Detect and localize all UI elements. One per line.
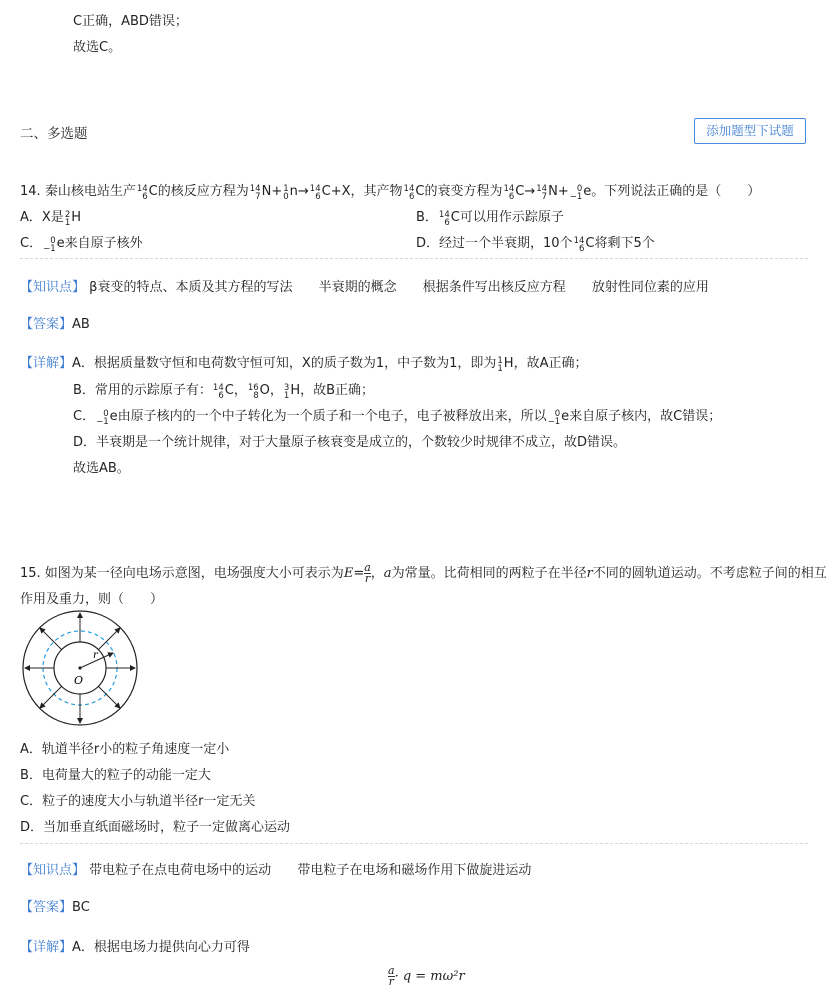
q14-detail-b: B．常用的示踪原子有： 14 6 C， 16 8 O， 3 1 H，故B正确； [73,383,375,401]
q14-answer: 【答案】AB [20,317,90,332]
q15-stem-line1: 15. 如图为某一径向电场示意图，电场强度大小可表示为E= $\frac{a}{r}$ ，a为常量。比荷相同的两粒子在半径r不同的圆轨道运动。不考虑粒子间的相互 [20,561,827,585]
q14-option-b[interactable]: B． 14 6 C可以用作示踪原子 [416,210,564,228]
q15-formula: $\frac{a}{r}$ · q = mω²r [388,964,465,988]
q14-final-answer: 故选AB。 [73,461,130,476]
prev-conclusion: C正确，ABD错误； [73,14,188,29]
knowledge-tag[interactable]: β衰变的特点、本质及其方程的写法 [89,280,293,295]
q15-stem-line2: 作用及重力，则（ ） [20,592,164,607]
knowledge-tag[interactable]: 带电粒子在电场和磁场作用下做旋进运动 [297,863,532,878]
knowledge-tag[interactable]: 放射性同位素的应用 [591,280,709,295]
knowledge-tag[interactable]: 带电粒子在点电荷电场中的运动 [89,863,272,878]
knowledge-tag[interactable]: 根据条件写出核反应方程 [422,280,566,295]
knowledge-tag[interactable]: 半衰期的概念 [318,280,397,295]
q14-option-d[interactable]: D．经过一个半衰期，10个 14 6 C将剩下5个 [416,236,655,254]
knowledge-label: 【知识点】 [20,280,86,295]
q15-answer: 【答案】BC [20,900,90,915]
origin-label: O [74,674,84,687]
q15-option-c[interactable]: C．粒子的速度大小与轨道半径r一定无关 [20,794,256,809]
q14-stem: 14. 秦山核电站生产 14 6 C的核反应方程为 14 7 N+ 1 0 n→ 14 6 C+X，其产物 14 6 C的衰变方程为 14 6 C→ 14 7 N+ 0 −1 e。下列说法正确的是（ ） [20,184,761,202]
q14-detail-c: C． 0 −1 e由原子核内的一个中子转化为一个质子和一个电子，电子被释放出来，所以 0 −1 e来自原子核内，故C错误； [73,409,722,427]
q15-option-b[interactable]: B．电荷量大的粒子的动能一定大 [20,768,211,783]
divider [20,843,808,844]
prev-final-answer: 故选C。 [73,40,122,55]
knowledge-label: 【知识点】 [20,863,86,878]
q15-option-d[interactable]: D．当加垂直纸面磁场时，粒子一定做离心运动 [20,820,291,835]
q15-detail-a: 【详解】A．根据电场力提供向心力可得 [20,940,250,955]
q14-detail-d: D．半衰期是一个统计规律，对于大量原子核衰变是成立的，个数较少时规律不成立，故D错误。 [73,435,627,450]
q14-option-a[interactable]: A．X是 2 1 H [20,210,82,228]
radial-field-figure [20,608,140,728]
divider [20,258,808,259]
add-question-type-button[interactable]: 添加题型下试题 [694,118,806,144]
q14-option-c[interactable]: C． 0 −1 e来自原子核外 [20,236,143,254]
radius-label: r [93,650,98,661]
section-title: 二、多选题 [20,126,88,142]
q14-detail-a: 【详解】A．根据质量数守恒和电荷数守恒可知，X的质子数为1，中子数为1，即为 1 1 H，故A正确； [20,356,588,374]
q14-knowledge-points [20,276,731,295]
center-dot [78,666,81,669]
q15-option-a[interactable]: A．轨道半径r小的粒子角速度一定小 [20,742,230,757]
q15-knowledge-points [20,859,553,878]
